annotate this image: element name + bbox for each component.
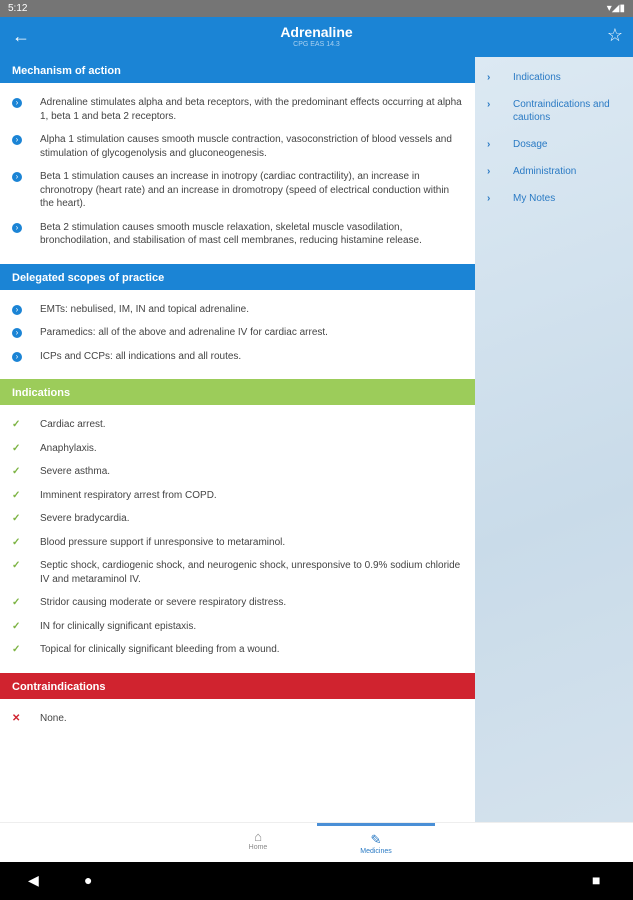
check-icon: ✓: [12, 644, 21, 655]
side-nav-item[interactable]: [475, 138, 633, 151]
side-nav-label: Contraindications and cautions: [513, 99, 610, 123]
status-bar: [0, 0, 633, 17]
chevron-circle-icon: ›: [12, 350, 40, 364]
list-item: [0, 217, 475, 254]
list-item-text: Alpha 1 stimulation causes smooth muscle contraction, vasoconstriction of blood vessels and stimulation of glycogenolysis and gluconeogenesis.: [40, 134, 452, 159]
app-bar: [0, 17, 633, 57]
check-icon: ✓: [12, 513, 21, 524]
system-home-icon[interactable]: ●: [84, 872, 93, 888]
list-item-text: Imminent respiratory arrest from COPD.: [40, 489, 217, 501]
back-arrow-icon[interactable]: ←: [12, 26, 30, 46]
list-item: [0, 414, 475, 438]
side-nav-label: Indications: [513, 72, 561, 83]
list-item: [0, 299, 475, 323]
list-item: [0, 639, 475, 663]
list-item-text: ICPs and CCPs: all indications and all routes.: [40, 350, 242, 362]
list-item: [0, 592, 475, 616]
list-item: [0, 708, 475, 732]
section-header: Mechanism of action: [0, 57, 475, 83]
list-item-text: Paramedics: all of the above and adrenaline IV for cardiac arrest.: [40, 327, 328, 338]
check-icon: ✓: [12, 536, 21, 548]
section-nav-panel: [475, 57, 633, 822]
check-icon: ✓: [12, 489, 21, 501]
list-item-text: Cardiac arrest.: [40, 419, 106, 430]
list-item-text: Adrenaline stimulates alpha and beta receptors, with the predominant effects occurring at alpha 1, beta 1 and beta 2 receptors.: [40, 97, 462, 122]
section-header: Contraindications: [0, 673, 475, 699]
list-item-text: Beta 1 stimulation causes an increase in inotropy (cardiac contractility), an increase in chronotropy (heart rate) and an increase in dromotropy (speed of electrical conduction within the heart).: [40, 171, 450, 209]
list-item: [0, 555, 475, 592]
section-header: Delegated scopes of practice: [0, 264, 475, 290]
system-nav-bar: [0, 862, 633, 900]
list-item: [0, 485, 475, 509]
list-item: [0, 322, 475, 346]
section-header: Indications: [0, 379, 475, 405]
status-icons: ▾◢▮: [606, 3, 625, 14]
chevron-right-icon: ›: [487, 99, 491, 110]
chevron-circle-icon: ›: [12, 170, 40, 211]
check-icon: ✓: [12, 419, 21, 430]
tab-home-label: Home: [248, 844, 268, 851]
chevron-right-icon: ›: [487, 166, 491, 177]
section-list: [0, 83, 475, 264]
list-item: [0, 616, 475, 640]
side-nav-item[interactable]: [475, 71, 633, 84]
check-icon: ✓: [12, 560, 21, 571]
chevron-right-icon: ›: [487, 193, 491, 204]
tab-medicines-label: Medicines: [360, 848, 392, 855]
list-item-text: Severe bradycardia.: [40, 513, 130, 524]
page-title: Adrenaline: [280, 24, 353, 40]
list-item-text: Septic shock, cardiogenic shock, and neurogenic shock, unresponsive to 0.9% sodium chloride IV and metaraminol IV.: [40, 560, 461, 585]
chevron-circle-icon: ›: [12, 133, 40, 160]
list-item: [0, 508, 475, 532]
list-item: [0, 129, 475, 166]
status-time: 5:12: [8, 3, 28, 14]
list-item-text: EMTs: nebulised, IM, IN and topical adrenaline.: [40, 303, 249, 315]
list-item: [0, 438, 475, 462]
cross-icon: ✕: [12, 712, 21, 724]
list-item-text: Topical for clinically significant bleeding from a wound.: [40, 644, 280, 655]
list-item: [0, 346, 475, 370]
side-nav-item[interactable]: [475, 98, 633, 124]
check-icon: ✓: [12, 466, 21, 477]
chevron-right-icon: ›: [487, 139, 491, 150]
check-icon: ✓: [12, 442, 21, 454]
chevron-circle-icon: ›: [12, 96, 40, 123]
chevron-circle-icon: ›: [12, 326, 40, 340]
chevron-circle-icon: ›: [12, 303, 40, 317]
side-nav-item[interactable]: [475, 165, 633, 178]
list-item-text: Anaphylaxis.: [40, 442, 97, 454]
system-recents-icon[interactable]: ■: [592, 872, 601, 888]
home-icon: ⌂: [254, 829, 262, 844]
list-item-text: None.: [40, 712, 67, 724]
list-item: [0, 166, 475, 217]
list-item-text: Beta 2 stimulation causes smooth muscle relaxation, skeletal muscle vasodilation, bronchodilation, and stabilisation of mast cell membranes, reducing histamine release.: [40, 221, 422, 246]
list-item: [0, 92, 475, 129]
favorite-star-icon[interactable]: ☆: [606, 25, 623, 45]
tab-medicines[interactable]: [317, 823, 435, 863]
chevron-circle-icon: ›: [12, 221, 40, 248]
tab-home[interactable]: [199, 823, 317, 863]
check-icon: ✓: [12, 620, 21, 632]
content-scroll[interactable]: [0, 57, 475, 822]
section-list: [0, 405, 475, 673]
list-item: [0, 532, 475, 556]
system-back-icon[interactable]: ◀: [28, 872, 39, 888]
list-item-text: IN for clinically significant epistaxis.: [40, 620, 197, 632]
list-item-text: Severe asthma.: [40, 466, 111, 477]
page-subtitle: CPG EAS 14.3: [293, 41, 340, 48]
side-nav-label: Dosage: [513, 139, 548, 150]
side-nav-label: My Notes: [513, 193, 556, 204]
list-item: [0, 461, 475, 485]
chevron-right-icon: ›: [487, 72, 491, 83]
side-nav-label: Administration: [513, 166, 577, 177]
list-item-text: Blood pressure support if unresponsive to metaraminol.: [40, 536, 286, 548]
list-item-text: Stridor causing moderate or severe respiratory distress.: [40, 597, 287, 608]
section-list: [0, 290, 475, 380]
check-icon: ✓: [12, 597, 21, 608]
section-list: [0, 699, 475, 742]
bottom-nav: [0, 822, 633, 862]
side-nav-item[interactable]: [475, 192, 633, 205]
syringe-icon: ✎: [370, 832, 382, 847]
